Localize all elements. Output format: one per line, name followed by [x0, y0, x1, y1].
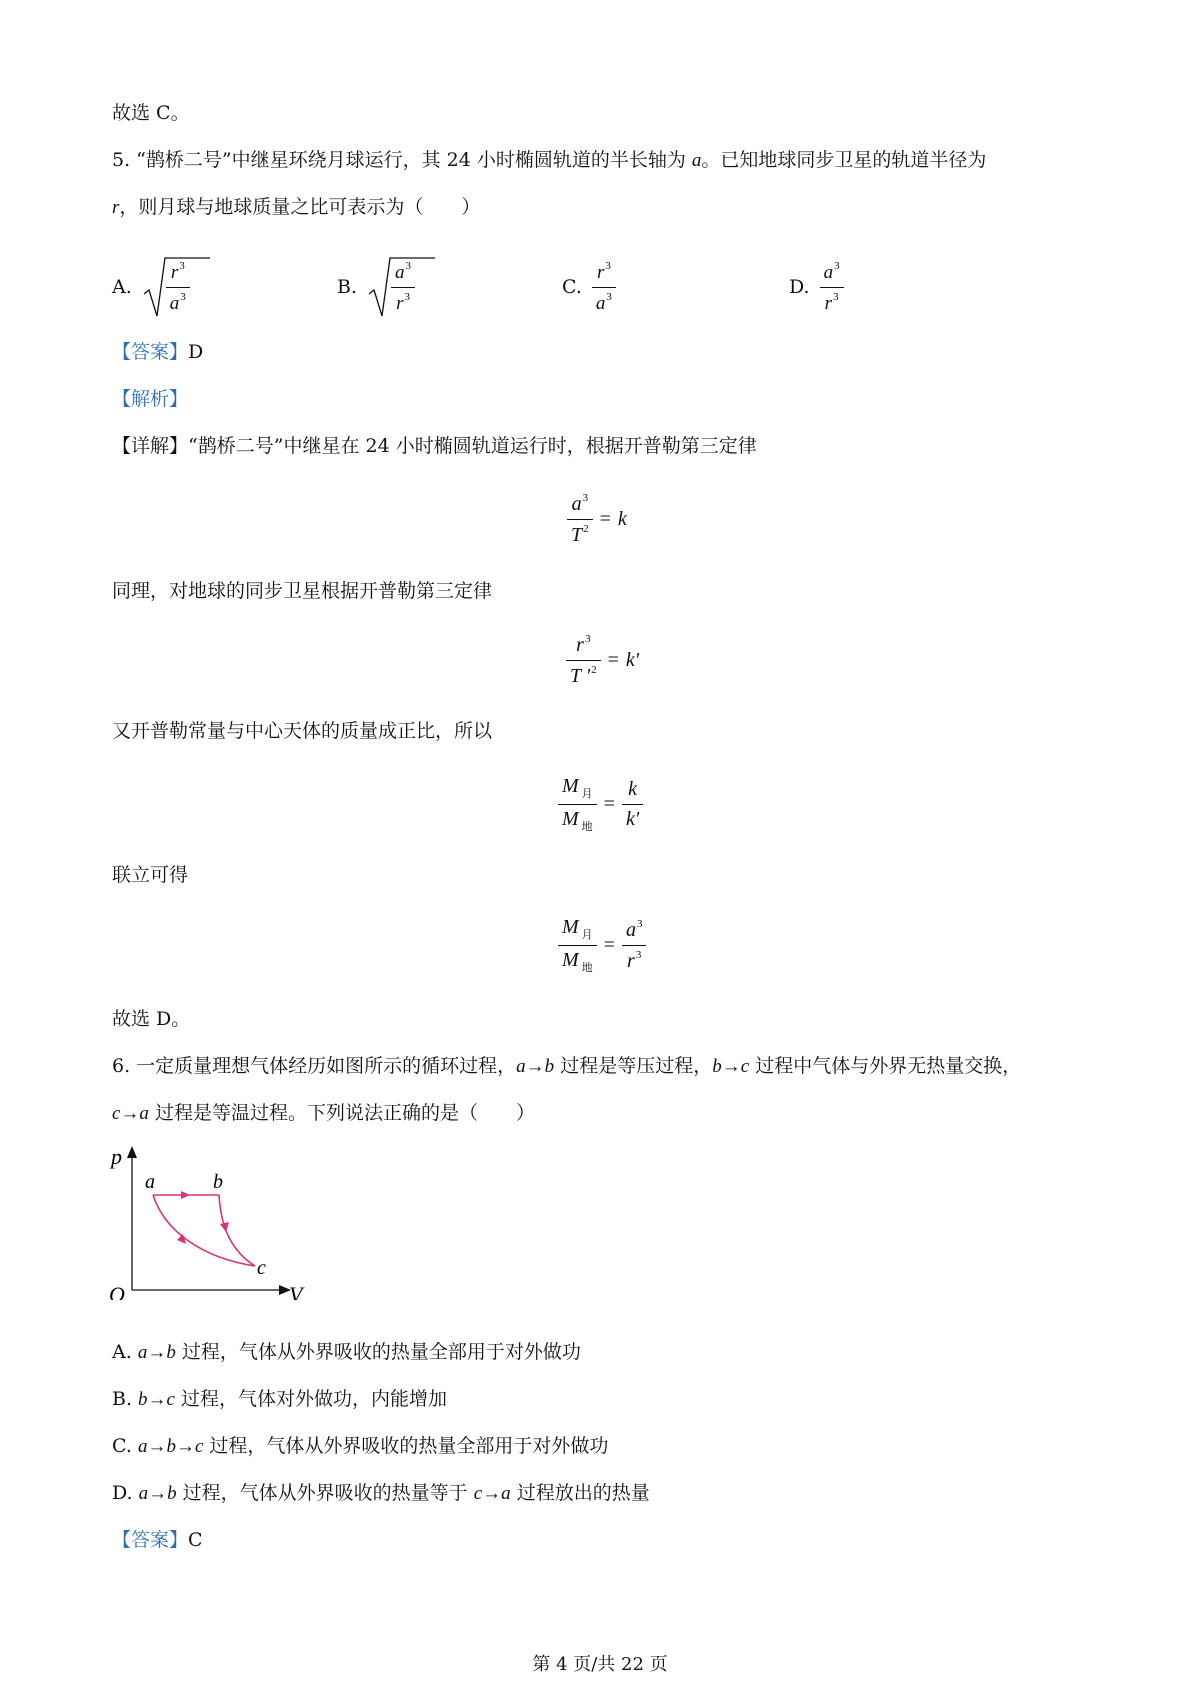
q5-option-a: A. $\frac{r^3}{a^3}$	[112, 255, 212, 319]
q5-option-b: B. $\frac{a^3}{r^3}$	[337, 255, 437, 319]
q5-stem-line2: r，则月球与地球质量之比可表示为（ ）	[112, 196, 481, 218]
q6-answer: 【答案】C	[112, 1529, 203, 1551]
equation-kepler-1: $\frac{a^3}{T^2}$ = k	[567, 492, 627, 547]
p-axis-arrow-icon	[127, 1146, 137, 1158]
arrow-a-to-b-icon	[181, 1191, 190, 1199]
q5-answer: 【答案】D	[112, 341, 204, 363]
q6-option-d: D. a→b 过程，气体从外界吸收的热量等于 c→a 过程放出的热量	[112, 1482, 650, 1504]
p-label: p	[111, 1144, 122, 1169]
proportional-line: 又开普勒常量与中心天体的质量成正比，所以	[112, 720, 493, 742]
path-c-to-a	[153, 1195, 255, 1266]
q6-option-a: A. a→b 过程，气体从外界吸收的热量全部用于对外做功	[112, 1341, 581, 1363]
page-footer: 第 4 页/共 22 页	[532, 1654, 668, 1675]
q6-option-b: B. b→c 过程，气体对外做功，内能增加	[112, 1388, 448, 1410]
equation-mass-ratio-k: $\frac{M _月}{M _地}$ = $\frac{k}{k'}$	[558, 775, 643, 834]
q5-option-c: C. $\frac{r^3}{a^3}$	[562, 255, 616, 319]
conclusion-previous: 故选 C。	[112, 102, 190, 124]
pv-cycle-diagram	[103, 1140, 313, 1305]
q6-stem-line2: c→a 过程是等温过程。下列说法正确的是（ ）	[112, 1102, 535, 1124]
point-a-label: a	[145, 1171, 155, 1193]
point-b-label: b	[213, 1171, 223, 1193]
q6-option-c: C. a→b→c 过程，气体从外界吸收的热量全部用于对外做功	[112, 1435, 609, 1457]
q5-option-d: D. $\frac{a^3}{r^3}$	[789, 255, 844, 319]
path-b-to-c	[219, 1195, 255, 1266]
combine-line: 联立可得	[112, 864, 189, 886]
point-c-label: c	[257, 1257, 266, 1279]
q5-stem-line1: 5. “鹊桥二号”中继星环绕月球运行，其 24 小时椭圆轨道的半长轴为 a。已知地球同步卫星的轨道半径为	[112, 149, 987, 171]
equation-kepler-2: $\frac{r^3}{T '^2}$ = k′	[566, 633, 639, 688]
v-label: V	[289, 1282, 303, 1300]
q5-detail: 【详解】“鹊桥二号”中继星在 24 小时椭圆轨道运行时，根据开普勒第三定律	[112, 435, 757, 457]
q6-stem-line1: 6. 一定质量理想气体经历如图所示的循环过程，a→b 过程是等压过程，b→c 过程中气体与外界无热量交换，	[112, 1055, 1022, 1077]
origin-label: O	[109, 1282, 125, 1300]
q5-analysis-tag: 【解析】	[112, 388, 189, 410]
arrow-b-to-c-icon	[220, 1222, 229, 1232]
same-reason-line: 同理，对地球的同步卫星根据开普勒第三定律	[112, 580, 493, 602]
equation-mass-ratio-result: $\frac{M _月}{M _地}$ = $\frac{a^3}{r^3}$	[558, 916, 646, 975]
q5-conclusion: 故选 D。	[112, 1008, 191, 1030]
